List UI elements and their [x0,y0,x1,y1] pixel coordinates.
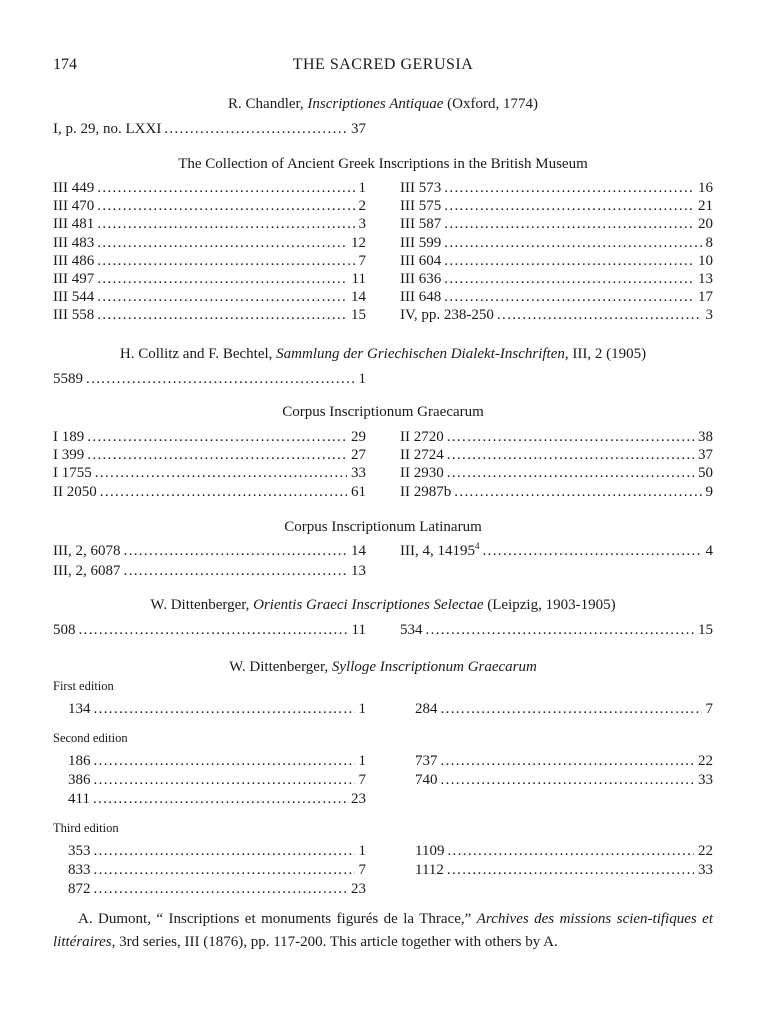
dot-leader [447,861,694,879]
edition-label-third: Third edition [53,821,119,835]
dot-leader [97,252,354,270]
entry-number: 20 [698,216,713,233]
index-entry [400,270,713,288]
dot-leader [94,700,355,718]
index-entry [400,234,713,252]
entry-number: 9 [705,483,713,500]
index-entry [415,861,713,879]
entry-reference: III 483 [53,234,95,251]
entry-number: 14 [351,289,366,306]
entry-reference: 1109 [415,843,445,859]
section-heading-collitz: H. Collitz and F. Bechtel, Sammlung der Griechischen Dialekt-Inschriften, III, 2 (1905) [119,346,647,362]
index-entry [415,752,713,770]
entry-number: 1 [358,753,366,769]
index-entry [53,215,366,233]
entry-reference: III 599 [400,234,442,251]
section-heading-british-museum: The Collection of Ancient Greek Inscriptions in the British Museum [178,156,588,172]
entry-number: 11 [351,271,366,287]
entry-number: 3 [705,307,713,324]
index-entry [400,428,713,446]
index-entry: III, 2, 6078 . . . 14 [53,542,366,560]
entry-reference: III 636 [400,271,442,287]
entry-reference: II 2930 [400,465,444,482]
entry-reference: III 544 [53,289,95,306]
index-entry [53,464,366,482]
dot-leader [444,252,694,270]
dot-leader [497,306,702,324]
index-entry [68,790,366,808]
edition-label-first: First edition [53,679,114,693]
entry-reference: II 2720 [400,429,444,445]
dot-leader [95,464,347,482]
entry-reference: III 604 [400,252,442,269]
index-entry [68,752,366,770]
entry-reference: 284 [415,701,438,717]
index-entry [400,483,713,501]
index-entry: III, 4, 14195$^4$ . . . 4 [400,542,713,560]
entry-reference: III 449 [53,180,95,196]
entry-number: 7 [358,252,366,269]
section-heading-ogis: W. Dittenberger, Orientis Graeci Inscriptiones Selectae (Leipzig, 1903-1905) [150,597,616,613]
dot-leader [87,428,347,446]
entry-number: 1 [358,843,366,859]
dot-leader [441,700,702,718]
index-entry [400,197,713,215]
index-entry [53,197,366,215]
entry-reference: I 399 [53,447,85,464]
dot-leader [441,771,695,789]
dot-leader [97,288,347,306]
index-entry [53,306,366,324]
index-entry [53,270,366,288]
dot-leader [444,197,694,215]
index-entry: III, 2, 6087 . . . 13 [53,562,366,580]
dot-leader [100,483,347,501]
index-entry [68,880,366,898]
entry-number: 13 [698,271,713,287]
dot-leader [447,842,694,860]
entry-number: 1 [358,701,366,717]
entry-number: 8 [705,234,713,251]
entry-number: 1 [358,180,366,196]
page-number: 174 [53,56,77,73]
dot-leader [97,197,354,215]
entry-number: 29 [351,429,366,445]
dot-leader [444,234,701,252]
entry-reference: III 587 [400,216,442,233]
dot-leader [454,483,701,501]
entry-number: 22 [698,753,713,769]
index-entry [53,179,366,197]
running-head [53,56,713,78]
index-entry [53,446,366,464]
index-entry [415,700,713,718]
entry-reference: 386 [68,772,91,788]
dumont-paragraph: A. Dumont, “ Inscriptions et monuments figurés de la Thrace,” Archives des missions scien-tifiques et littéraires, 3rd series, III (1876), pp. 117-200. This article together with others by A. [53,911,713,950]
dot-leader [447,446,694,464]
entry-number: 50 [698,465,713,482]
entry-number: 12 [351,234,366,251]
index-entry [68,700,366,718]
dot-leader [444,288,694,306]
entry-number: 23 [351,881,366,897]
entry-number: 10 [698,252,713,269]
entry-reference: III 470 [53,198,95,215]
index-entry: 508 . . . 11 [53,621,366,639]
entry-number: 33 [698,772,713,788]
entry-number: 27 [351,447,366,464]
entry-reference: III 497 [53,271,95,287]
dot-leader [94,861,355,879]
dot-leader [94,771,355,789]
entry-number: 2 [358,198,366,215]
dot-leader [94,880,348,898]
entry-reference: III 648 [400,289,442,306]
dot-leader [447,464,694,482]
index-entry: 534 . . . 15 [400,621,713,639]
dot-leader [94,752,355,770]
index-entry [400,288,713,306]
entry-reference: 737 [415,753,438,769]
dot-leader [97,179,354,197]
edition-label-second: Second edition [53,731,128,745]
dot-leader [444,215,694,233]
entry-reference: I 189 [53,429,85,445]
entry-number: 33 [698,862,713,878]
index-entry [68,861,366,879]
index-entry [53,288,366,306]
index-entry [400,179,713,197]
entry-reference: IV, pp. 238-250 [400,307,494,324]
index-entry [415,842,713,860]
entry-reference: 833 [68,862,91,878]
section-heading-cig: Corpus Inscriptionum Graecarum [282,404,484,420]
dot-leader [444,179,694,197]
entry-reference: III 558 [53,307,95,324]
entry-reference: 740 [415,772,438,788]
dot-leader [97,306,347,324]
dot-leader [93,790,347,808]
page-head-title: THE SACRED GERUSIA [292,56,474,73]
section-heading-cil: Corpus Inscriptionum Latinarum [284,519,482,535]
index-entry [53,252,366,270]
entry-reference: 872 [68,881,91,897]
dot-leader [97,234,347,252]
entry-number: 33 [351,465,366,482]
entry-reference: III 481 [53,216,95,233]
entry-number: 7 [358,772,366,788]
entry-number: 3 [358,216,366,233]
dot-leader [87,446,347,464]
entry-reference: III 486 [53,252,95,269]
entry-reference: II 2050 [53,483,97,500]
entry-number: 17 [698,289,713,306]
index-entry [400,464,713,482]
index-entry [53,234,366,252]
entry-reference: III 573 [400,180,442,196]
entry-number: 38 [698,429,713,445]
entry-reference: I 1755 [53,465,92,482]
section-heading-sylloge: W. Dittenberger, Sylloge Inscriptionum Graecarum [229,659,537,675]
index-entry [400,252,713,270]
entry-reference: III 575 [400,198,442,215]
entry-reference: 134 [68,701,91,717]
entry-number: 21 [698,198,713,215]
entry-number: 7 [705,701,713,717]
entry-reference: II 2724 [400,447,444,464]
entry-number: 37 [698,447,713,464]
index-entry [53,483,366,501]
index-entry [400,446,713,464]
index-entry [400,215,713,233]
entry-number: 22 [698,843,713,859]
entry-number: 16 [698,180,713,196]
entry-reference: 1112 [415,862,444,878]
entry-reference: II 2987b [400,483,452,500]
entry-reference: 186 [68,753,91,769]
index-entry [68,842,366,860]
index-entry [53,428,366,446]
entry-reference: 411 [68,791,90,807]
dot-leader [444,270,694,288]
entry-number: 15 [351,307,366,324]
dot-leader [97,215,354,233]
entry-number: 7 [358,862,366,878]
entry-reference: 353 [68,843,91,859]
index-entry: 5589 . . . 1 [53,370,366,388]
entry-number: 61 [351,483,366,500]
dot-leader [97,270,347,288]
dot-leader [441,752,695,770]
index-entry [400,306,713,324]
dot-leader [447,428,694,446]
section-heading-chandler: R. Chandler, Inscriptiones Antiquae (Oxford, 1774) [228,96,538,112]
index-entry [415,771,713,789]
index-entry: I, p. 29, no. LXXI . . . 37 [53,120,366,138]
entry-number: 23 [351,791,366,807]
dot-leader [94,842,355,860]
index-entry [68,771,366,789]
